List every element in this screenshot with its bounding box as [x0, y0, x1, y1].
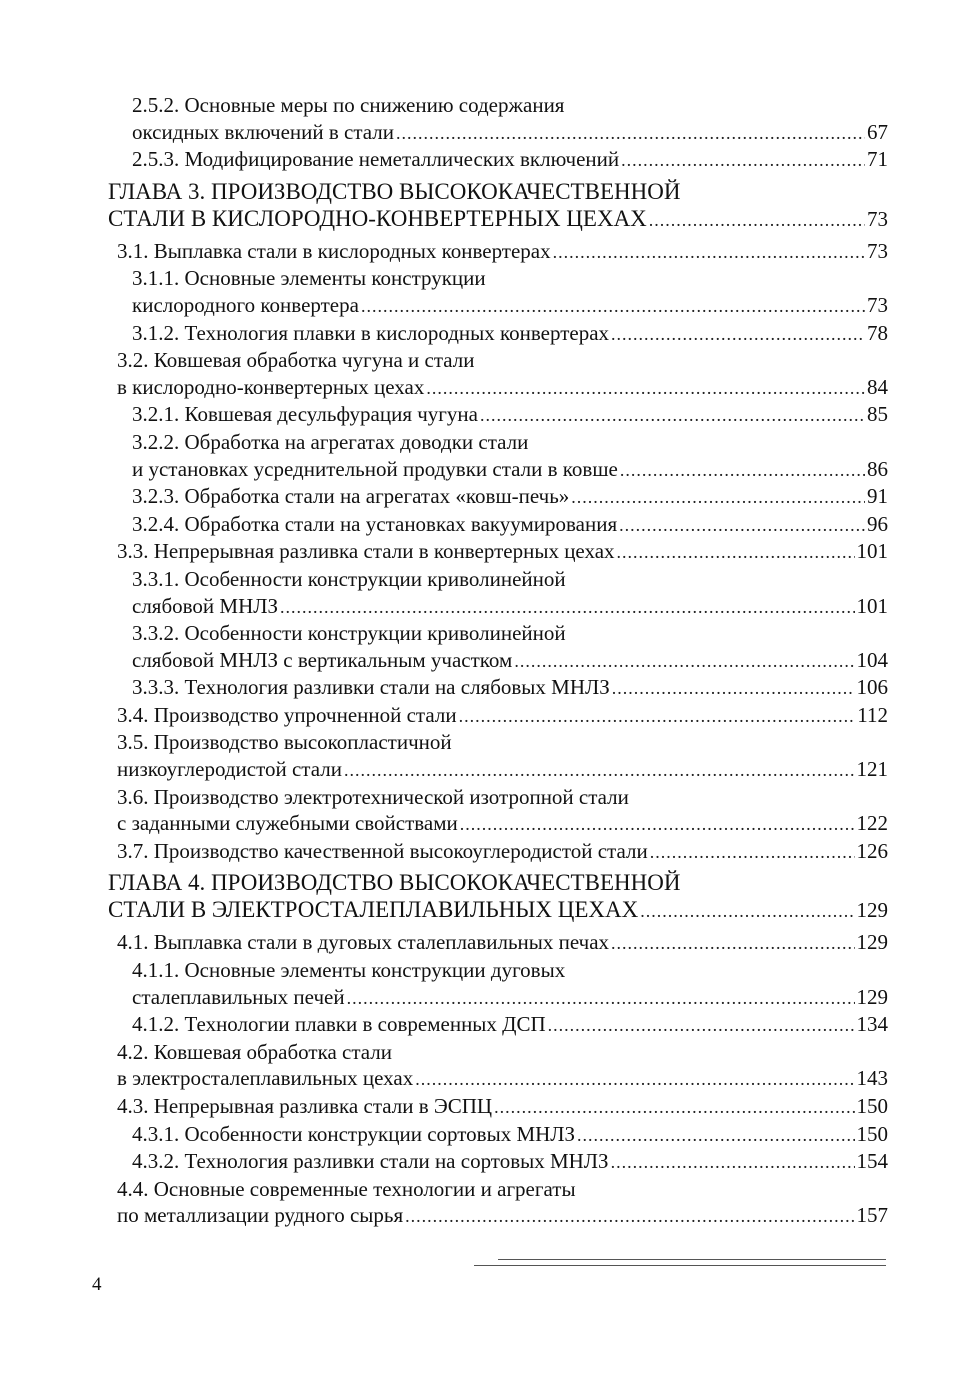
toc-entry-last-line: [132, 456, 888, 484]
toc-chapter-entry: [108, 178, 888, 234]
toc-page-number: 67: [867, 119, 888, 144]
toc-page-number: 101: [856, 539, 888, 564]
toc-entry-last-line: [117, 810, 888, 838]
toc-entry: [108, 784, 888, 838]
toc-page-number: 106: [856, 675, 888, 700]
toc-entry: [108, 429, 888, 483]
toc-entry-last-line: [132, 984, 888, 1012]
dot-leader: [344, 757, 855, 784]
toc-page-number: 85: [867, 402, 888, 427]
toc-page-number: 129: [856, 930, 888, 955]
toc-entry: [108, 957, 888, 1011]
toc-page-number: 112: [857, 702, 888, 727]
dot-leader: [617, 539, 855, 566]
dot-leader: [650, 839, 855, 866]
toc-chapter-entry: [108, 869, 888, 925]
toc-entry-title-line: 3.2.4. Обработка стали на установках вакуумирования: [132, 511, 618, 536]
dot-leader: [280, 594, 854, 621]
toc-entry-title-line: 3.2.1. Ковшевая десульфурация чугуна: [132, 402, 478, 427]
toc-page-number: 104: [856, 647, 888, 672]
footer-rule-bottom-line: [474, 1265, 886, 1266]
toc-page-number: 73: [867, 238, 888, 263]
page-number: 4: [92, 1274, 102, 1295]
toc-entry-title-line: 3.4. Производство упрочненной стали: [117, 702, 457, 727]
toc-entry-title-line: 4.3. Непрерывная разливка стали в ЭСПЦ: [117, 1094, 493, 1118]
dot-leader: [577, 1122, 854, 1149]
toc-entry-title-line: и установках усреднительной продувки стали в ковше: [132, 456, 618, 481]
dot-leader: [620, 457, 865, 484]
toc-entry-title-line: 3.3.1. Особенности конструкции криволинейной: [132, 566, 566, 591]
toc-entry-title-line: 3.1.2. Технология плавки в кислородных конвертерах: [132, 320, 610, 345]
toc-entry-title-line: 4.1.2. Технологии плавки в современных ДСП: [132, 1012, 546, 1037]
toc-entry-title-line: 3.5. Производство высокопластичной: [117, 730, 452, 755]
toc-entry-title-line: в электросталеплавильных цехах: [117, 1066, 414, 1091]
toc-entry: [108, 1148, 888, 1176]
toc-entry: [108, 92, 888, 146]
toc-page-number: 143: [856, 1066, 888, 1091]
toc-entry-last-line: [117, 702, 888, 730]
dot-leader: [548, 1012, 855, 1039]
toc-entry-title-line: 3.7. Производство качественной высокоуглеродистой стали: [117, 838, 648, 863]
toc-entry-title-line: ГЛАВА 3. ПРОИЗВОДСТВО ВЫСОКОКАЧЕСТВЕННОЙ: [108, 178, 681, 204]
toc-entry-last-line: [117, 838, 888, 866]
toc-entry-last-line: [117, 238, 888, 266]
toc-entry-last-line: [132, 401, 888, 429]
toc-entry-last-line: [117, 1093, 888, 1121]
toc-page-number: 73: [867, 292, 888, 317]
toc-entry-title-line: низкоуглеродистой стали: [117, 757, 342, 782]
dot-leader: [612, 675, 855, 702]
toc-entry-title-line: 4.1. Выплавка стали в дуговых сталеплавильных печах: [117, 930, 610, 955]
toc-entry: [108, 674, 888, 702]
toc-entry-title-line: 4.3.2. Технология разливки стали на сортовых МНЛЗ: [132, 1149, 609, 1174]
toc-entry: [108, 320, 888, 348]
dot-leader: [611, 1149, 855, 1176]
toc-entry: [108, 238, 888, 266]
toc-entry: [108, 838, 888, 866]
toc-entry-title-line: слябовой МНЛЗ с вертикальным участком: [132, 647, 513, 672]
toc-entry-last-line: [108, 205, 888, 234]
toc-entry-title-line: по металлизации рудного сырья: [117, 1203, 404, 1228]
toc-entry-last-line: [132, 119, 888, 147]
toc-entry: [108, 1121, 888, 1149]
toc-entry-last-line: [117, 756, 888, 784]
toc-entry-last-line: [132, 647, 888, 675]
dot-leader: [460, 811, 855, 838]
toc-page-number: 134: [856, 1012, 888, 1037]
toc-page-number: 154: [856, 1149, 888, 1174]
toc-entry-last-line: [132, 674, 888, 702]
toc-entry-last-line: [132, 320, 888, 348]
dot-leader: [415, 1066, 854, 1093]
dot-leader: [459, 703, 856, 730]
toc-page-number: 78: [867, 320, 888, 345]
toc-entry: [108, 1093, 888, 1121]
toc-entry-last-line: [132, 1148, 888, 1176]
toc-entry: [108, 483, 888, 511]
toc-page-number: 150: [856, 1094, 888, 1118]
toc-entry: [108, 702, 888, 730]
toc-entry-title-line: ГЛАВА 4. ПРОИЗВОДСТВО ВЫСОКОКАЧЕСТВЕННОЙ: [108, 870, 681, 896]
toc-entry-last-line: [132, 593, 888, 621]
toc-page-number: 129: [856, 984, 888, 1009]
toc-page-number: 122: [856, 811, 888, 836]
toc-entry-last-line: [132, 1011, 888, 1039]
toc-entry-title-line: СТАЛИ В КИСЛОРОДНО-КОНВЕРТЕРНЫХ ЦЕХАХ: [108, 205, 647, 231]
toc-entry-last-line: [132, 511, 888, 539]
toc-entry-title-line: сталеплавильных печей: [132, 984, 345, 1009]
toc-entry-last-line: [117, 1065, 888, 1093]
toc-entry-title-line: 3.2.3. Обработка стали на агрегатах «ковш-печь»: [132, 484, 570, 509]
toc-entry-title-line: 4.1.1. Основные элементы конструкции дуговых: [132, 958, 566, 983]
toc-entry-title-line: 3.1. Выплавка стали в кислородных конвертерах: [117, 238, 551, 263]
dot-leader: [640, 898, 854, 925]
toc-entry-title-line: оксидных включений в стали: [132, 119, 394, 144]
toc-page-number: 71: [867, 147, 888, 172]
toc-entry-title-line: с заданными служебными свойствами: [117, 811, 458, 836]
toc-page-number: 86: [867, 456, 888, 481]
dot-leader: [361, 293, 865, 320]
toc-entry-title-line: 2.5.3. Модифицирование неметаллических включений: [132, 147, 620, 172]
toc-entry-title-line: 3.2.2. Обработка на агрегатах доводки стали: [132, 429, 529, 454]
toc-entry: [108, 511, 888, 539]
dot-leader: [571, 484, 865, 511]
toc-entry: [108, 401, 888, 429]
toc-page-number: 129: [856, 898, 888, 923]
dot-leader: [621, 147, 865, 174]
dot-leader: [611, 321, 865, 348]
dot-leader: [426, 375, 865, 402]
toc-entry-last-line: [132, 292, 888, 320]
toc-page-number: 157: [856, 1203, 888, 1228]
toc-entry-title-line: 4.4. Основные современные технологии и агрегаты: [117, 1176, 576, 1201]
toc-entry-title-line: кислородного конвертера: [132, 292, 359, 317]
toc-entry-last-line: [132, 146, 888, 174]
dot-leader: [619, 512, 865, 539]
toc-entry-title-line: 3.3.3. Технология разливки стали на слябовых МНЛЗ: [132, 675, 610, 700]
toc-page-number: 84: [867, 374, 888, 399]
toc-entry-last-line: [117, 929, 888, 957]
toc-page-number: 101: [856, 593, 888, 618]
toc-page-number: 121: [856, 757, 888, 782]
toc-entry-last-line: [117, 1202, 888, 1230]
toc-entry-title-line: 4.3.1. Особенности конструкции сортовых МНЛЗ: [132, 1121, 576, 1146]
toc-entry: [108, 146, 888, 174]
toc-entry: [108, 929, 888, 957]
toc-page-number: 96: [867, 511, 888, 536]
toc-entry-title-line: слябовой МНЛЗ: [132, 593, 279, 618]
toc-entry-last-line: [132, 1121, 888, 1149]
footer-rule: [474, 1259, 886, 1271]
toc-entry: [108, 538, 888, 566]
table-of-contents: [108, 92, 888, 1230]
toc-entry-title-line: 3.6. Производство электротехнической изотропной стали: [117, 784, 629, 809]
dot-leader: [347, 985, 855, 1012]
dot-leader: [405, 1203, 854, 1230]
dot-leader: [494, 1094, 854, 1121]
dot-leader: [611, 930, 854, 957]
footer-rule-top-line: [498, 1259, 886, 1260]
toc-entry-title-line: СТАЛИ В ЭЛЕКТРОСТАЛЕПЛАВИЛЬНЫХ ЦЕХАХ: [108, 897, 639, 923]
toc-entry-title-line: 2.5.2. Основные меры по снижению содержания: [132, 93, 565, 117]
dot-leader: [514, 648, 854, 675]
dot-leader: [396, 120, 865, 147]
toc-entry-title-line: 3.1.1. Основные элементы конструкции: [132, 266, 486, 291]
toc-entry-title-line: 3.3. Непрерывная разливка стали в конвертерных цехах: [117, 539, 615, 564]
toc-entry-title-line: 3.2. Ковшевая обработка чугуна и стали: [117, 348, 475, 373]
toc-page-number: 126: [856, 838, 888, 863]
dot-leader: [480, 402, 865, 429]
toc-entry: [108, 1176, 888, 1230]
toc-entry-last-line: [132, 483, 888, 511]
toc-entry: [108, 566, 888, 620]
dot-leader: [649, 207, 865, 234]
toc-entry-last-line: [108, 896, 888, 925]
toc-entry-last-line: [117, 538, 888, 566]
toc-page-number: 150: [856, 1121, 888, 1146]
toc-page-number: 73: [867, 206, 888, 231]
toc-entry: [108, 620, 888, 674]
toc-entry-title-line: 4.2. Ковшевая обработка стали: [117, 1039, 393, 1064]
toc-entry: [108, 1039, 888, 1093]
dot-leader: [553, 239, 865, 266]
toc-page-number: 91: [867, 484, 888, 509]
toc-entry-title-line: 3.3.2. Особенности конструкции криволинейной: [132, 621, 566, 646]
toc-entry: [108, 729, 888, 783]
toc-entry: [108, 1011, 888, 1039]
toc-entry: [108, 347, 888, 401]
toc-entry: [108, 265, 888, 319]
toc-entry-title-line: в кислородно-конвертерных цехах: [117, 374, 425, 399]
toc-entry-last-line: [117, 374, 888, 402]
